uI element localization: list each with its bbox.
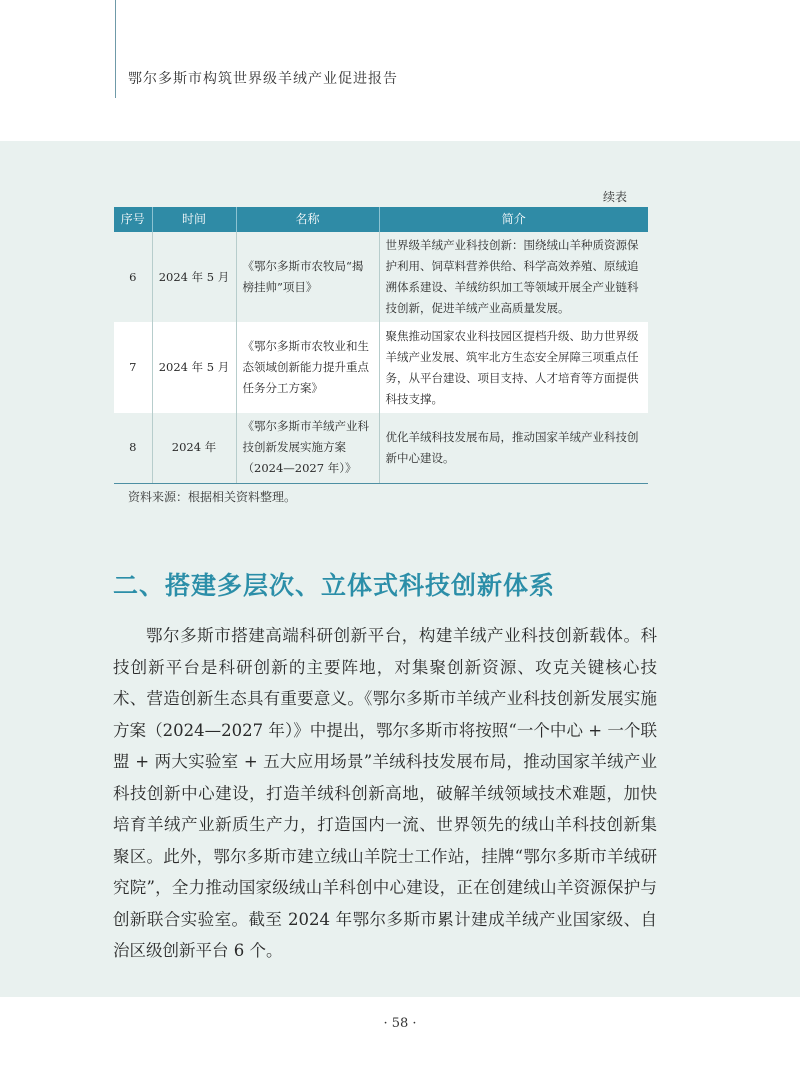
table-continued-label: 续表	[603, 190, 628, 204]
cell-desc: 聚焦推动国家农业科技园区提档升级、助力世界级羊绒产业发展、筑牢北方生态安全屏障三项重点任务，从平台建设、项目支持、人才培育等方面提供科技支撑。	[379, 322, 648, 413]
body-paragraph: 鄂尔多斯市搭建高端科研创新平台，构建羊绒产业科技创新载体。科技创新平台是科研创新的主要阵地，对集聚创新资源、攻克关键核心技术、营造创新生态具有重要意义。《鄂尔多斯市羊绒产业科技创新发展实施方案（2024—2027 年）》中提出，鄂尔多斯市将按照“一个中心 + 一个联盟 + 两大实验室 + 五大应用场景”羊绒科技发展布局，推动国家羊绒产业科技创新中心建设，打造羊绒科创新高地，破解羊绒领域技术难题，加快培育羊绒产业新质生产力，打造国内一流、世界领先的绒山羊科技创新集聚区。此外，鄂尔多斯市建立绒山羊院士工作站，挂牌“鄂尔多斯市羊绒研究院”，全力推动国家级绒山羊科创中心建设，正在创建绒山羊资源保护与创新联合实验室。截至 2024 年鄂尔多斯市累计建成羊绒产业国家级、自治区级创新平台 6 个。	[113, 626, 657, 960]
column-header-name: 名称	[236, 207, 379, 232]
running-header: 鄂尔多斯市构筑世界级羊绒产业促进报告	[128, 71, 398, 87]
cell-time: 2024 年 5 月	[152, 232, 236, 322]
cell-no: 7	[114, 322, 152, 413]
cell-time: 2024 年	[152, 413, 236, 483]
table-header-row	[114, 207, 648, 232]
page-number: · 58 ·	[383, 1016, 417, 1031]
cell-time: 2024 年 5 月	[152, 322, 236, 413]
column-header-desc: 简介	[379, 207, 648, 232]
cell-no: 6	[129, 269, 137, 284]
cell-name: 《鄂尔多斯市羊绒产业科技创新发展实施方案（2024—2027 年）》	[236, 413, 379, 483]
cell-desc: 世界级羊绒产业科技创新：围绕绒山羊种质资源保护利用、饲草料营养供给、科学高效养殖、原绒追溯体系建设、羊绒纺织加工等领域开展全产业链科技创新，促进羊绒产业高质量发展。	[379, 232, 648, 322]
table-row	[114, 322, 648, 413]
cell-desc: 优化羊绒科技发展布局，推动国家羊绒产业科技创新中心建设。	[379, 413, 648, 483]
section-heading: 二、搭建多层次、立体式科技创新体系	[113, 571, 556, 600]
cell-name: 《鄂尔多斯市农牧局“揭榜挂帅”项目》	[236, 232, 379, 322]
column-header-no: 序号	[114, 207, 152, 232]
table-source-note: 资料来源：根据相关资料整理。	[128, 490, 297, 504]
table-row	[114, 232, 648, 322]
column-header-time: 时间	[152, 207, 236, 232]
policy-table	[114, 207, 648, 484]
cell-no: 8	[114, 413, 152, 483]
table-row	[114, 413, 648, 483]
header-divider-line	[115, 0, 116, 98]
cell-name: 《鄂尔多斯市农牧业和生态领域创新能力提升重点任务分工方案》	[236, 322, 379, 413]
